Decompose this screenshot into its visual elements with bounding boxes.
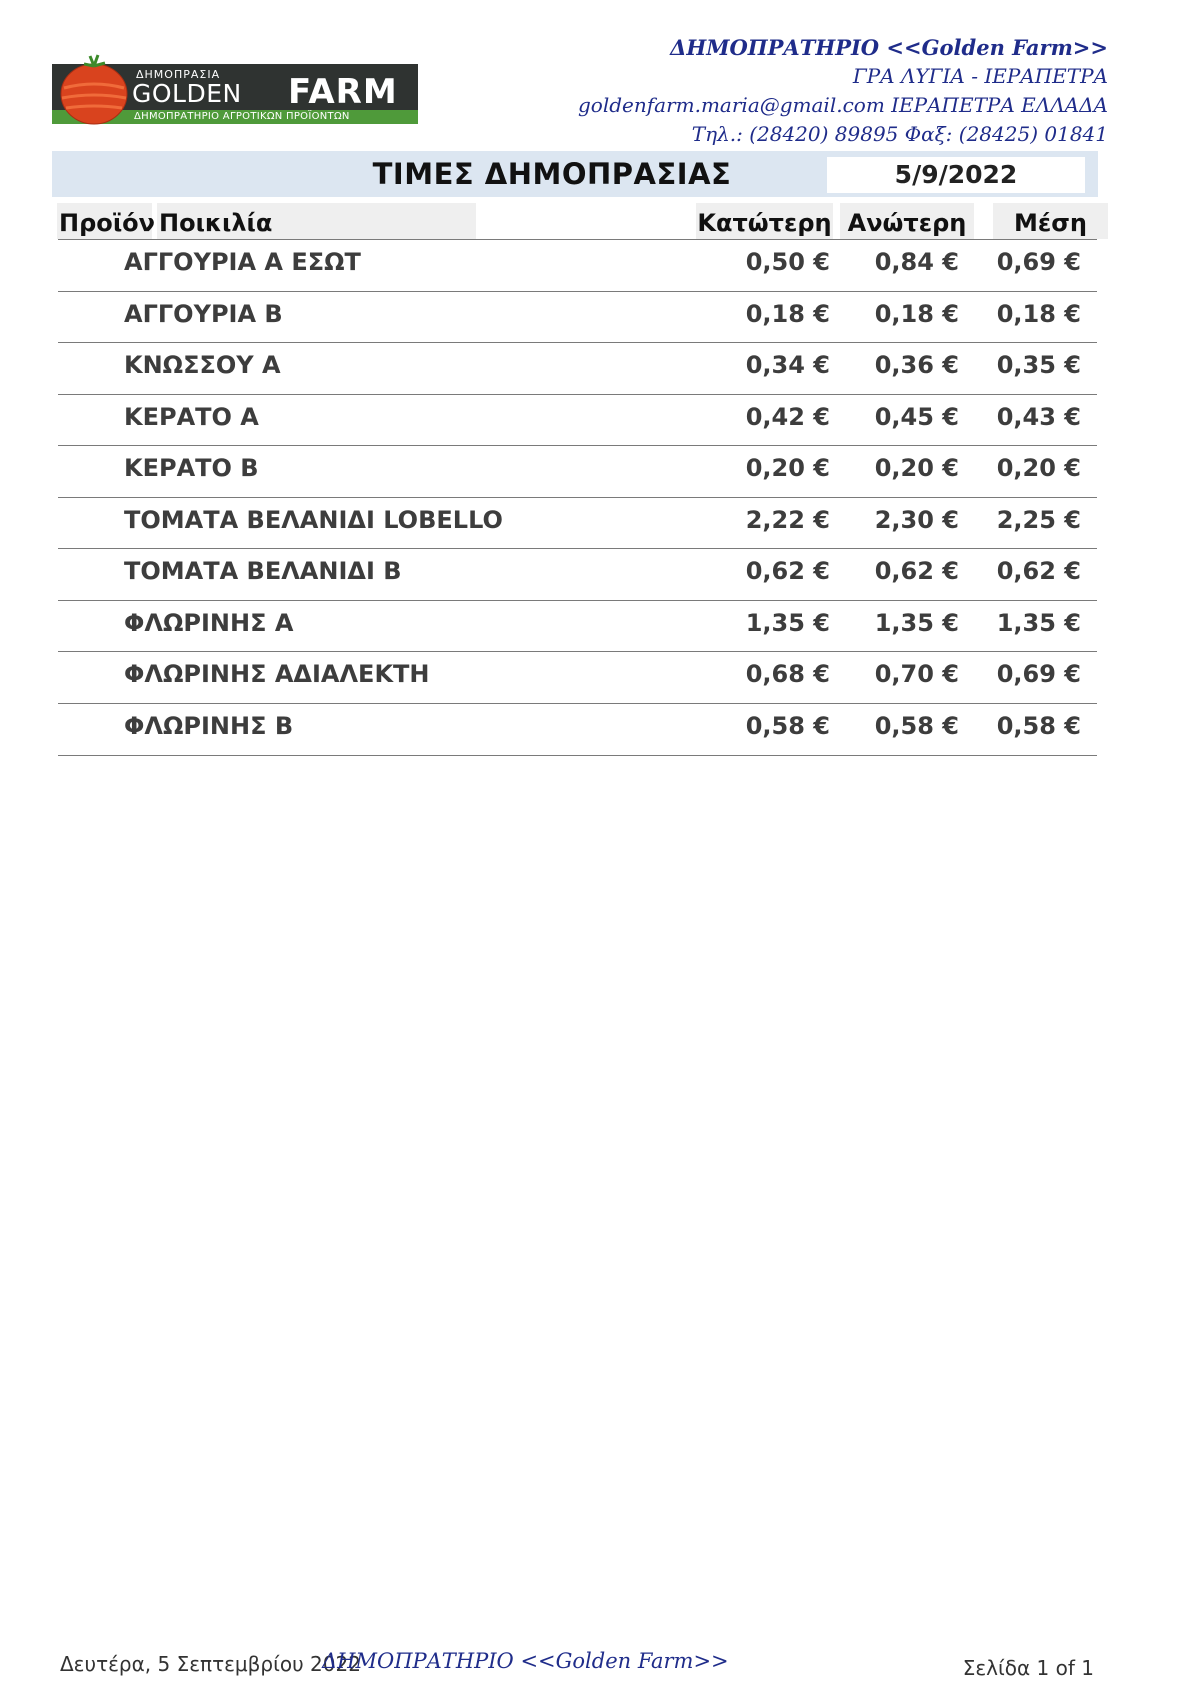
table-row: [58, 394, 1097, 446]
table-row: [58, 291, 1097, 343]
column-header-avg: Μέση: [993, 203, 1108, 239]
avg-price-cell: 0,69 €: [996, 248, 1081, 276]
table-row: [58, 239, 1097, 291]
logo-tagline: ΔΗΜΟΠΡΑΤΗΡΙΟ ΑΓΡΟΤΙΚΩΝ ΠΡΟΪΟΝΤΩΝ: [134, 111, 350, 122]
avg-price-cell: 0,35 €: [996, 351, 1081, 379]
column-header-product: Προϊόν: [57, 203, 152, 239]
variety-cell: ΦΛΩΡΙΝΗΣ ΑΔΙΑΛΕΚΤΗ: [124, 660, 430, 688]
low-price-cell: 0,42 €: [745, 402, 830, 431]
avg-price-cell: 1,35 €: [996, 608, 1081, 637]
variety-cell: ΤΟΜΑΤΑ ΒΕΛΑΝΙΔΙ Β: [124, 557, 402, 585]
logo-golden-text: GOLDEN: [132, 79, 242, 108]
column-header-low: Κατώτερη: [696, 203, 833, 239]
date-box: [827, 157, 1085, 193]
golden-farm-logo: [52, 52, 418, 126]
low-price-cell: 0,58 €: [745, 711, 830, 740]
high-price-cell: 1,35 €: [874, 608, 959, 637]
high-price-cell: 0,62 €: [874, 557, 959, 585]
low-price-cell: 0,20 €: [745, 454, 830, 482]
avg-price-cell: 0,58 €: [996, 711, 1081, 740]
low-price-cell: 0,34 €: [745, 351, 830, 379]
high-price-cell: 2,30 €: [874, 505, 959, 534]
table-row: [58, 548, 1097, 600]
low-price-cell: 1,35 €: [745, 608, 830, 637]
variety-cell: ΤΟΜΑΤΑ ΒΕΛΑΝΙΔΙ LOBELLO: [124, 505, 503, 534]
low-price-cell: 2,22 €: [745, 505, 830, 534]
high-price-cell: 0,36 €: [874, 351, 959, 379]
logo-top-text: ΔΗΜΟΠΡΑΣΙΑ: [136, 68, 221, 81]
variety-cell: ΚΕΡΑΤΟ Β: [124, 454, 259, 482]
variety-cell: ΚΕΡΑΤΟ Α: [124, 402, 259, 431]
table-row: [58, 342, 1097, 394]
column-header-variety: Ποικιλία: [157, 203, 476, 239]
low-price-cell: 0,68 €: [745, 660, 830, 688]
table-row: [58, 651, 1097, 703]
company-header: [548, 33, 1108, 149]
company-address: ΓΡΑ ΛΥΓΙΑ - ΙΕΡΑΠΕΤΡΑ: [852, 64, 1108, 88]
high-price-cell: 0,70 €: [874, 660, 959, 688]
high-price-cell: 0,20 €: [874, 454, 959, 482]
high-price-cell: 0,18 €: [874, 299, 959, 328]
table-row: [58, 703, 1097, 756]
title-band: [52, 151, 1098, 197]
avg-price-cell: 0,62 €: [996, 557, 1081, 585]
variety-cell: ΑΓΓΟΥΡΙΑ Β: [124, 299, 283, 328]
variety-cell: ΑΓΓΟΥΡΙΑ Α ΕΣΩΤ: [124, 248, 361, 276]
auction-date: 5/9/2022: [894, 160, 1018, 189]
company-name: ΔΗΜΟΠΡΑΤΗΡΙΟ <<Golden Farm>>: [670, 35, 1108, 60]
table-row: [58, 497, 1097, 549]
tomato-icon: [54, 52, 134, 126]
footer-company: ΔΗΜΟΠΡΑΤΗΡΙΟ <<Golden Farm>>: [322, 1649, 729, 1673]
table-row: [58, 600, 1097, 652]
page-title: ΤΙΜΕΣ ΔΗΜΟΠΡΑΣΙΑΣ: [372, 157, 732, 191]
low-price-cell: 0,62 €: [745, 557, 830, 585]
company-email-city: goldenfarm.maria@gmail.com ΙΕΡΑΠΕΤΡΑ ΕΛΛΑΔΑ: [578, 93, 1108, 117]
avg-price-cell: 0,69 €: [996, 660, 1081, 688]
footer-date: Δευτέρα, 5 Σεπτεμβρίου 2022: [60, 1652, 361, 1676]
high-price-cell: 0,45 €: [874, 402, 959, 431]
avg-price-cell: 0,43 €: [996, 402, 1081, 431]
column-header-high: Ανώτερη: [840, 203, 974, 239]
avg-price-cell: 0,20 €: [996, 454, 1081, 482]
avg-price-cell: 0,18 €: [996, 299, 1081, 328]
price-table: [58, 239, 1097, 756]
high-price-cell: 0,58 €: [874, 711, 959, 740]
footer-page-number: Σελίδα 1 of 1: [962, 1656, 1094, 1680]
avg-price-cell: 2,25 €: [996, 505, 1081, 534]
table-row: [58, 445, 1097, 497]
variety-cell: ΦΛΩΡΙΝΗΣ Β: [124, 711, 294, 740]
low-price-cell: 0,50 €: [745, 248, 830, 276]
low-price-cell: 0,18 €: [745, 299, 830, 328]
logo-farm-text: FARM: [288, 72, 398, 112]
company-phone-fax: Τηλ.: (28420) 89895 Φαξ: (28425) 01841: [691, 122, 1108, 146]
variety-cell: ΚΝΩΣΣΟΥ Α: [124, 351, 281, 379]
variety-cell: ΦΛΩΡΙΝΗΣ Α: [124, 608, 294, 637]
high-price-cell: 0,84 €: [874, 248, 959, 276]
